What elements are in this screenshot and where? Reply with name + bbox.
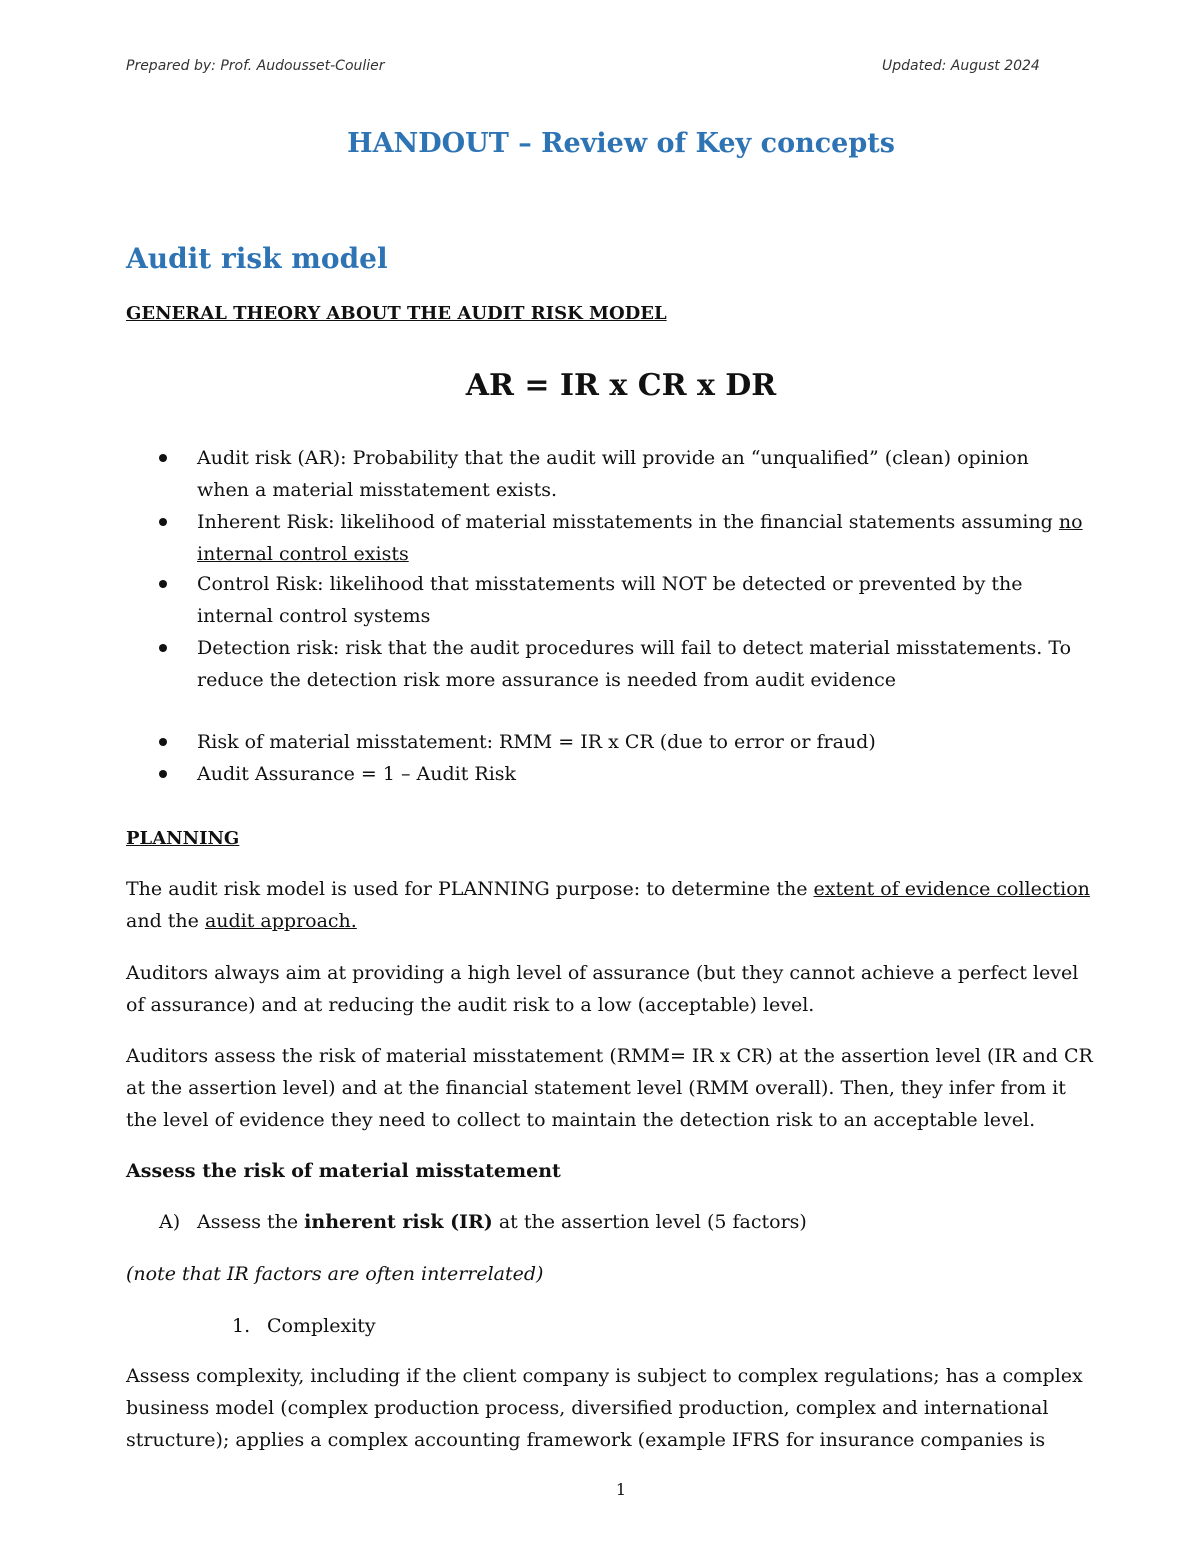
- bullet-rmm: Risk of material misstatement: RMM = IR x CR (due to error or fraud): [197, 731, 876, 753]
- bullet-marker: [159, 738, 167, 746]
- planning-paragraph-3-line2: at the assertion level) and at the financial statement level (RMM overall). Then, they infer from it: [126, 1077, 1066, 1099]
- bullet-inherent-risk-line2: internal control exists: [197, 543, 409, 565]
- planning-paragraph-2-line2: of assurance) and at reducing the audit risk to a low (acceptable) level.: [126, 994, 815, 1016]
- item-a-marker: A): [159, 1211, 181, 1233]
- bullet-marker: [159, 454, 167, 462]
- header-updated: Updated: August 2024: [882, 58, 1040, 74]
- planning-paragraph-1-line1: The audit risk model is used for PLANNING purpose: to determine the extent of evidence collection: [126, 878, 1090, 900]
- planning-paragraph-3-line1: Auditors assess the risk of material misstatement (RMM= IR x CR) at the assertion level (IR and CR: [126, 1045, 1093, 1067]
- bullet-marker: [159, 580, 167, 588]
- ir-factors-note: (note that IR factors are often interrelated): [126, 1263, 544, 1285]
- bullet-inherent-risk-line1: Inherent Risk: likelihood of material misstatements in the financial statements assuming no: [197, 511, 1083, 533]
- section-heading: Audit risk model: [126, 242, 388, 275]
- item-1-marker: 1.: [232, 1315, 251, 1337]
- bullet-detection-risk-line2: reduce the detection risk more assurance is needed from audit evidence: [197, 669, 896, 691]
- bullet-audit-risk-line1: Audit risk (AR): Probability that the audit will provide an “unqualified” (clean) opinion: [197, 447, 1029, 469]
- header-prepared-by: Prepared by: Prof. Audousset-Coulier: [126, 58, 385, 74]
- complexity-paragraph-line3: structure); applies a complex accounting framework (example IFRS for insurance companies is: [126, 1429, 1046, 1451]
- assess-rmm-heading: Assess the risk of material misstatement: [126, 1160, 561, 1182]
- bullet-marker: [159, 518, 167, 526]
- planning-paragraph-3-line3: the level of evidence they need to collect to maintain the detection risk to an acceptable level.: [126, 1109, 1036, 1131]
- document-title: HANDOUT – Review of Key concepts: [347, 128, 895, 159]
- planning-paragraph-2-line1: Auditors always aim at providing a high level of assurance (but they cannot achieve a perfect level: [126, 962, 1079, 984]
- bullet-marker: [159, 770, 167, 778]
- planning-heading: PLANNING: [126, 828, 240, 849]
- page-number: 1: [615, 1480, 627, 1499]
- bullet-control-risk-line2: internal control systems: [197, 605, 431, 627]
- item-a-text: Assess the inherent risk (IR) at the assertion level (5 factors): [197, 1211, 807, 1233]
- bullet-audit-assurance: Audit Assurance = 1 – Audit Risk: [197, 763, 517, 785]
- general-theory-heading: GENERAL THEORY ABOUT THE AUDIT RISK MODEL: [126, 303, 667, 324]
- bullet-marker: [159, 644, 167, 652]
- bullet-detection-risk-line1: Detection risk: risk that the audit procedures will fail to detect material misstatements. To: [197, 637, 1072, 659]
- item-1-label: Complexity: [267, 1315, 376, 1337]
- complexity-paragraph-line1: Assess complexity, including if the client company is subject to complex regulations; has a complex: [126, 1365, 1083, 1387]
- planning-paragraph-1-line2: and the audit approach.: [126, 910, 357, 932]
- bullet-control-risk-line1: Control Risk: likelihood that misstatements will NOT be detected or prevented by the: [197, 573, 1023, 595]
- complexity-paragraph-line2: business model (complex production process, diversified production, complex and international: [126, 1397, 1049, 1419]
- audit-risk-formula: AR = IR x CR x DR: [465, 368, 777, 403]
- bullet-audit-risk-line2: when a material misstatement exists.: [197, 479, 558, 501]
